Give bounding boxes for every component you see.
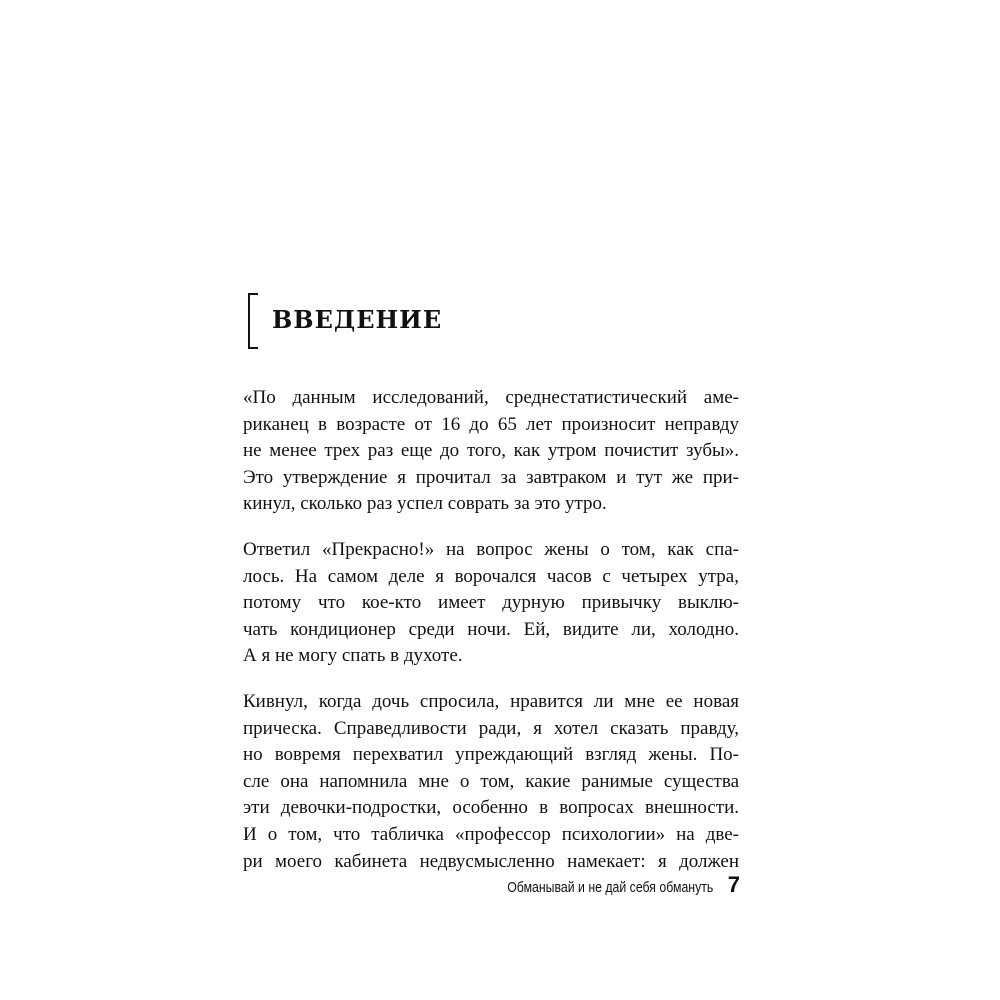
text-line: сле она напомнила мне о том, какие ранимые существа — [243, 770, 739, 792]
text-line: лось. На самом деле я ворочался часов с четырех утра, — [243, 565, 739, 587]
text-line: «По данным исследований, среднестатистический аме- — [243, 387, 739, 408]
page-number: 7 — [727, 872, 740, 897]
paragraph — [243, 689, 739, 875]
text-line: риканец в возрасте от 16 до 65 лет произносит неправду — [243, 413, 739, 435]
text-line: чать кондиционер среди ночи. Ей, видите ли, холодно. — [243, 618, 739, 640]
paragraph — [243, 537, 739, 670]
chapter-heading — [248, 292, 442, 350]
text-line: эти девочки-подростки, особенно в вопросах внешности. — [243, 797, 739, 819]
text-line: ри моего кабинета недвусмысленно намекает: я должен — [243, 850, 739, 872]
text-line: кинул, сколько раз успел соврать за это утро. — [243, 493, 607, 515]
text-line: но вовремя перехватил упреждающий взгляд жены. По- — [243, 744, 739, 766]
text-line: И о том, что табличка «профессор психологии» на две- — [243, 823, 739, 845]
text-line: Ответил «Прекрасно!» на вопрос жены о том, как спа- — [243, 538, 739, 560]
text-line: потому что кое-кто имеет дурную привычку выклю- — [243, 592, 739, 614]
body-text — [243, 385, 739, 894]
chapter-title: ВВЕДЕНИЕ — [272, 304, 443, 334]
paragraph — [243, 385, 739, 518]
text-line: Кивнул, когда дочь спросила, нравится ли мне ее новая — [243, 690, 739, 712]
text-line: не менее трех раз еще до того, как утром почистит зубы». — [243, 440, 739, 462]
text-line: Это утверждение я прочитал за завтраком и тут же при- — [243, 466, 739, 488]
bracket-ornament — [248, 293, 258, 349]
text-line: А я не могу спать в духоте. — [243, 645, 463, 667]
page-footer — [496, 872, 740, 898]
running-title: Обманывай и не дай себя обмануть — [507, 879, 714, 896]
text-line: прическа. Справедливости ради, я хотел сказать правду, — [243, 717, 739, 739]
